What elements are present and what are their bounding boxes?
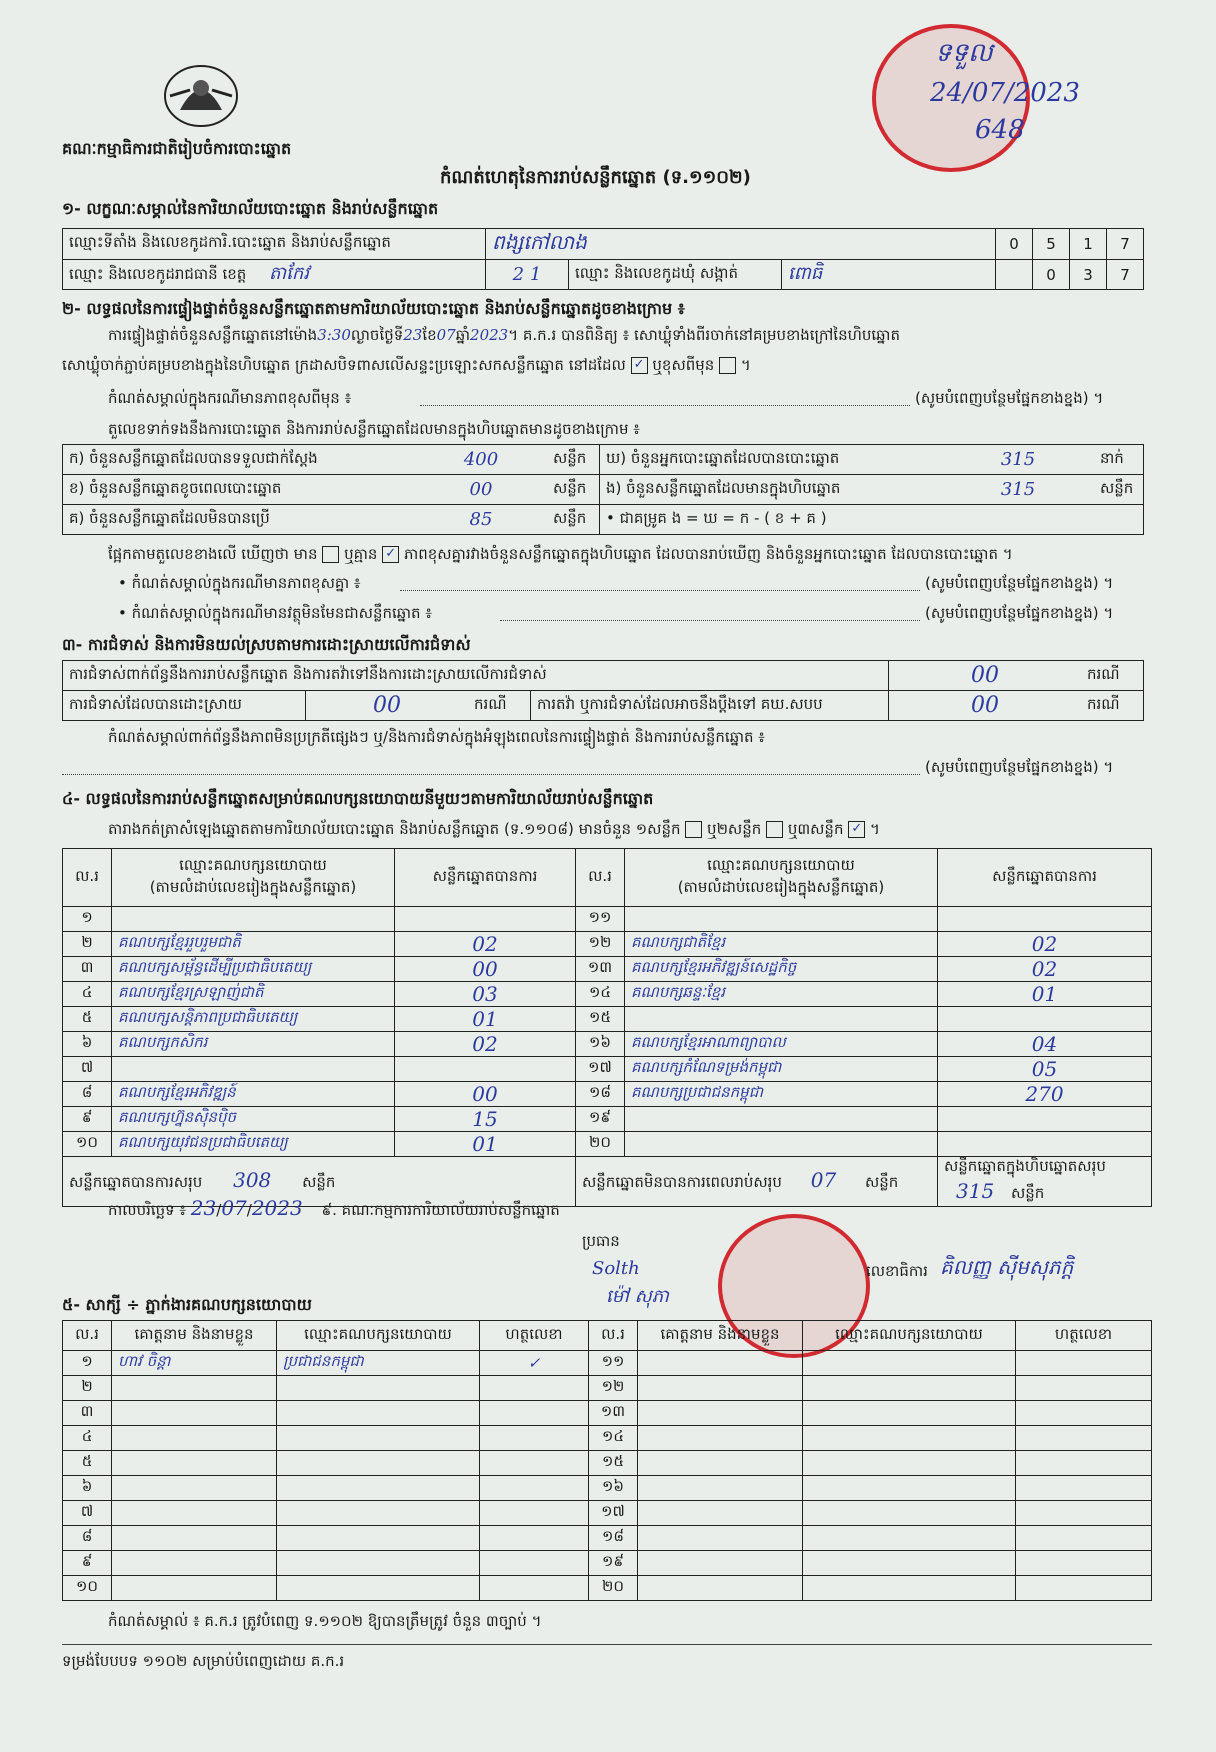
row-number: ១២ (589, 1376, 638, 1401)
appeal-value: 00 (889, 691, 1082, 721)
stamp-number: 648 (975, 115, 1025, 145)
party-votes (395, 1057, 576, 1082)
row-number: ២០ (576, 1132, 625, 1157)
party-name: គណបក្សសម្ព័ន្ធដើម្បីប្រជាធិបតេយ្យ (112, 957, 395, 982)
changed-checkbox[interactable] (719, 357, 736, 374)
party-name (625, 1132, 938, 1157)
stamp-date: 24/07/2023 (930, 78, 1080, 108)
row-number: ២ (63, 932, 112, 957)
witness-signature (1016, 1476, 1152, 1501)
witness-party (277, 1501, 480, 1526)
closing-note: កំណត់សម្គាល់ ៖ គ.ក.រ ត្រូវបំពេញ ទ.១១០២ ឱ្យបានត្រឹមត្រូវ ចំនួន ៣ច្បាប់ ។ (108, 1612, 542, 1630)
total-box-label: សន្លឹកឆ្នោតក្នុងហិបឆ្នោតសរុប (944, 1157, 1106, 1175)
secretary-name: គិលញ្ញ ស៊ីមសុភក្តិ (940, 1255, 1074, 1279)
sign-year: 2023 (251, 1196, 303, 1220)
witness-signature (1016, 1426, 1152, 1451)
party-name: គណបក្សកសិករ (112, 1032, 395, 1057)
province-value: តាកែវ (269, 263, 310, 284)
table-row (63, 1401, 1152, 1426)
row-number: ១១ (589, 1351, 638, 1376)
row-number: ១០ (63, 1576, 112, 1601)
witness-name (638, 1351, 803, 1376)
witness-name (638, 1476, 803, 1501)
col-party: ឈ្មោះគណបក្សនយោបាយ (277, 1321, 480, 1351)
unit-label: សន្លឹក (1094, 475, 1144, 505)
col-party: ឈ្មោះគណបក្សនយោបាយ (179, 855, 327, 874)
witness-signature (480, 1426, 589, 1451)
party-votes: 01 (395, 1132, 576, 1157)
row-number: ២០ (589, 1576, 638, 1601)
party-name: គណបក្សហ្វ៊ុនស៊ិនប៉ិច (112, 1107, 395, 1132)
section2-heading: ២- លទ្ធផលនៃការផ្ទៀងផ្ទាត់ចំនួនសន្លឹកឆ្នោតតាមការិយាល័យបោះឆ្នោត និងរាប់សន្លឹកឆ្នោតដូចខាងក្រោម ៖ (62, 299, 685, 318)
formula-text: • ជាគម្រូគ ង = ឃ = ក - ( ខ + គ ) (600, 505, 1144, 535)
row-number: ១៤ (589, 1426, 638, 1451)
table-row (63, 1082, 1152, 1107)
discrepancy-no-checkbox[interactable]: ✓ (382, 546, 399, 563)
table-row (63, 932, 1152, 957)
verify-day: 23 (403, 326, 423, 344)
sign-day: 23 (190, 1196, 217, 1220)
party-name: គណបក្សខ្មែរស្រឡាញ់ជាតិ (112, 982, 395, 1007)
table-row (63, 1107, 1152, 1132)
row-number: ៨ (63, 1082, 112, 1107)
party-votes (395, 907, 576, 932)
party-name (625, 907, 938, 932)
difference-note-label: កំណត់សម្គាល់ក្នុងករណីមានភាពខុសពីមុន ៖ (108, 389, 352, 407)
one-sheet-checkbox[interactable] (685, 821, 702, 838)
witness-name (112, 1576, 277, 1601)
unit-label: នាក់ (1094, 445, 1144, 475)
table-row (63, 957, 1152, 982)
row-number: ៨ (63, 1526, 112, 1551)
witness-signature (1016, 1501, 1152, 1526)
code-digit: 0 (996, 229, 1033, 260)
col-no: ល.រ (63, 849, 112, 907)
party-votes: 02 (938, 932, 1152, 957)
witness-signature (480, 1526, 589, 1551)
party-votes (938, 1132, 1152, 1157)
commune-value: ពោធិ (782, 260, 996, 290)
row-number: ១៩ (589, 1551, 638, 1576)
witness-party (277, 1376, 480, 1401)
committee-emblem-icon (160, 60, 242, 132)
row-number: ១០ (63, 1132, 112, 1157)
unit-label: ករណី (468, 691, 531, 721)
witness-name (112, 1376, 277, 1401)
section4-heading: ៤- លទ្ធផលនៃការរាប់សន្លឹកឆ្នោតសម្រាប់គណបក្សនយោបាយនីមួយៗតាមការិយាល័យរាប់សន្លឹកឆ្នោត (62, 789, 654, 808)
table-row (63, 1426, 1152, 1451)
witness-name (112, 1501, 277, 1526)
row-number: ១ (63, 907, 112, 932)
verify-year: 2023 (470, 326, 509, 344)
three-sheet-checkbox[interactable]: ✓ (848, 821, 865, 838)
non-ballot-note: • កំណត់សម្គាល់ក្នុងករណីមានវត្ថុមិនមែនជាសន្លឹកឆ្នោត ៖ (118, 604, 432, 622)
table-row (63, 1007, 1152, 1032)
col-party: ឈ្មោះគណបក្សនយោបាយ (707, 855, 855, 874)
total-valid-value: 308 (233, 1168, 272, 1192)
col-sign: ហត្ថលេខា (480, 1321, 589, 1351)
signing-date-line: កាលបរិច្ឆេទ ៖ 23/07/2023 ៩. គណៈកម្មការការិយាល័យរាប់សន្លឹកឆ្នោត (108, 1196, 560, 1220)
witness-party (803, 1551, 1016, 1576)
party-name: គណបក្សសន្តិភាពប្រជាធិបតេយ្យ (112, 1007, 395, 1032)
witness-party (277, 1476, 480, 1501)
witness-signature (480, 1501, 589, 1526)
unit-label: ករណី (1081, 661, 1144, 691)
spoiled-value: 00 (415, 475, 547, 505)
witness-signature (480, 1576, 589, 1601)
witness-party (277, 1451, 480, 1476)
witness-name (112, 1426, 277, 1451)
row-number: ៥ (63, 1451, 112, 1476)
witness-party (803, 1526, 1016, 1551)
party-votes: 15 (395, 1107, 576, 1132)
witness-party (277, 1576, 480, 1601)
row-number: ៦ (63, 1476, 112, 1501)
tally-sheet-paragraph: តារាងកត់ត្រាសំឡេងឆ្នោតតាមការិយាល័យបោះឆ្នោត និងរាប់សន្លឹកឆ្នោត (ទ.១១០៨) មានចំនួន ១សន្លឹក ឬ២សន្លឹក ឬ៣សន្លឹក ✓ ។ (108, 820, 880, 838)
form-footer: ទម្រង់បែបបទ ១១០២ សម្រាប់បំពេញដោយ គ.ក.រ (62, 1652, 345, 1670)
in-box-value: 315 (942, 475, 1094, 505)
table-row (63, 982, 1152, 1007)
verify-time: 3:30 (317, 326, 351, 344)
party-name (625, 1007, 938, 1032)
section3-heading: ៣- ការជំទាស់ និងការមិនយល់ស្របតាមការដោះស្រាយលើការជំទាស់ (62, 635, 471, 654)
table-row (63, 1501, 1152, 1526)
verify-month: 07 (436, 326, 456, 344)
witness-name (638, 1501, 803, 1526)
location-value: ពង្សកៅលាង (486, 229, 996, 260)
witness-name (638, 1551, 803, 1576)
witness-name (112, 1551, 277, 1576)
section5-heading: ៥- សាក្សី ÷ ភ្នាក់ងារគណបក្សនយោបាយ (62, 1295, 312, 1314)
table-row (63, 907, 1152, 932)
party-votes: 00 (395, 957, 576, 982)
voted-label: ឃ) ចំនួនអ្នកបោះឆ្នោតដែលបានបោះឆ្នោត (600, 445, 943, 475)
party-votes (938, 1007, 1152, 1032)
witness-name (638, 1376, 803, 1401)
col-party-sub: (តាមលំដាប់លេខរៀងក្នុងសន្លឹកឆ្នោត) (149, 877, 357, 896)
two-sheet-checkbox[interactable] (766, 821, 783, 838)
stamp-handwriting: ទទួល (935, 38, 993, 68)
row-number: ៥ (63, 1007, 112, 1032)
ballot-figures-table (62, 444, 1144, 535)
party-votes: 05 (938, 1057, 1152, 1082)
party-votes: 01 (395, 1007, 576, 1032)
party-name: គណបក្សខ្មែរអភិវឌ្ឍន៍សេដ្ឋកិច្ច (625, 957, 938, 982)
unchanged-checkbox[interactable]: ✓ (631, 357, 648, 374)
row-number: ១៦ (589, 1476, 638, 1501)
location-label: ឈ្មោះទីតាំង និងលេខកូដការិ.បោះឆ្នោត និងរាប់សន្លឹកឆ្នោត (63, 229, 486, 260)
figures-intro: តួលេខទាក់ទងនឹងការបោះឆ្នោត និងការរាប់សន្លឹកឆ្នោតដែលមានក្នុងហិបឆ្នោតមានដូចខាងក្រោម ៖ (108, 420, 640, 438)
col-name: គោត្តនាម និងនាមខ្លួន (112, 1321, 277, 1351)
row-number: ១៣ (576, 957, 625, 982)
voted-value: 315 (942, 445, 1094, 475)
witness-party (803, 1451, 1016, 1476)
col-no: ល.រ (589, 1321, 638, 1351)
unit-label: សន្លឹក (547, 445, 600, 475)
witness-name (638, 1426, 803, 1451)
witness-name (112, 1451, 277, 1476)
row-number: ១៣ (589, 1401, 638, 1426)
row-number: ១៧ (576, 1057, 625, 1082)
row-number: ៣ (63, 1401, 112, 1426)
received-value: 400 (415, 445, 547, 475)
chair-name: ម៉ៅ សុភា (606, 1286, 669, 1307)
witness-signature (1016, 1526, 1152, 1551)
party-votes: 02 (938, 957, 1152, 982)
province-label: ឈ្មោះ និងលេខកូដរាជធានី ខេត្ត (69, 265, 247, 283)
in-box-label: ង) ចំនួនសន្លឹកឆ្នោតដែលមានក្នុងហិបឆ្នោត (600, 475, 943, 505)
unit-label: សន្លឹក (1010, 1184, 1045, 1202)
resolved-label: ការជំទាស់ដែលបានដោះស្រាយ (63, 691, 306, 721)
witness-signature (1016, 1451, 1152, 1476)
table-row (63, 1132, 1152, 1157)
party-votes: 04 (938, 1032, 1152, 1057)
witness-name (112, 1401, 277, 1426)
appeal-label: ការតវ៉ា ឬការជំទាស់ដែលអាចនឹងប្តឹងទៅ គឃ.សបប (531, 691, 889, 721)
sign-month: 07 (221, 1196, 247, 1220)
table-row (63, 1032, 1152, 1057)
row-number: ៩ (63, 1107, 112, 1132)
unit-label: ករណី (1081, 691, 1144, 721)
party-votes (938, 907, 1152, 932)
committee-name: គណៈកម្មាធិការជាតិរៀបចំការបោះឆ្នោត (62, 139, 292, 158)
party-name: គណបក្សយុវជនប្រជាធិបតេយ្យ (112, 1132, 395, 1157)
total-valid-label: សន្លឹកឆ្នោតបានការសរុប (69, 1173, 203, 1191)
witness-signature (480, 1451, 589, 1476)
row-number: ៧ (63, 1057, 112, 1082)
committee-sign-label: ៩. គណៈកម្មការការិយាល័យរាប់សន្លឹកឆ្នោត (321, 1201, 560, 1219)
row-number: ៤ (63, 982, 112, 1007)
col-sign: ហត្ថលេខា (1016, 1321, 1152, 1351)
table-row (63, 1351, 1152, 1376)
table-row (63, 1451, 1152, 1476)
code-digit: 3 (1070, 260, 1107, 290)
witness-party: ប្រជាជនកម្ពុជា (277, 1351, 480, 1376)
row-number: ១៧ (589, 1501, 638, 1526)
witness-name (112, 1526, 277, 1551)
col-party-sub: (តាមលំដាប់លេខរៀងក្នុងសន្លឹកឆ្នោត) (677, 877, 885, 896)
witness-signature (480, 1476, 589, 1501)
witness-party (803, 1351, 1016, 1376)
col-no: ល.រ (63, 1321, 112, 1351)
discrepancy-yes-checkbox[interactable] (322, 546, 339, 563)
row-number: ៧ (63, 1501, 112, 1526)
party-name: គណបក្សជាតិខ្មែរ (625, 932, 938, 957)
witness-signature (1016, 1401, 1152, 1426)
province-code: 2 1 (486, 260, 569, 290)
note-suffix: (សូមបំពេញបន្ថែមផ្នែកខាងខ្នង) ។ (925, 604, 1114, 622)
witness-name (638, 1576, 803, 1601)
chair-signature: Solth (592, 1258, 640, 1279)
col-party: ឈ្មោះគណបក្សនយោបាយ (803, 1321, 1016, 1351)
party-votes: 02 (395, 1032, 576, 1057)
party-name: គណបក្សខ្មែរអាណាព្យាបាល (625, 1032, 938, 1057)
form-title: កំណត់ហេតុនៃការរាប់សន្លឹកឆ្នោត (ទ.១១០២) (440, 167, 751, 188)
witness-party (803, 1476, 1016, 1501)
party-votes: 01 (938, 982, 1152, 1007)
row-number: ១៥ (576, 1007, 625, 1032)
col-votes: សន្លឹកឆ្នោតបានការ (938, 849, 1152, 907)
unused-label: គ) ចំនួនសន្លឹកឆ្នោតដែលមិនបានប្រើ (63, 505, 416, 535)
witness-party (277, 1401, 480, 1426)
discrepancy-paragraph: ផ្អែកតាមតួលេខខាងលើ ឃើញថា មាន ឬគ្មាន ✓ ភាពខុសគ្នារវាងចំនួនសន្លឹកឆ្នោតក្នុងហិបឆ្នោត ដែលបានរាប់ឃើញ និងចំនួនអ្នកបោះឆ្នោត ដែលបានបោះឆ្នោត ។ (108, 545, 1013, 563)
code-digit: 1 (1070, 229, 1107, 260)
resolved-value: 00 (306, 691, 469, 721)
witness-party (277, 1426, 480, 1451)
witness-signature (1016, 1376, 1152, 1401)
irregularities-note: កំណត់សម្គាល់ពាក់ព័ន្ធនឹងភាពមិនប្រក្រតីផ្សេងៗ ឬ/និងការជំទាស់ក្នុងអំឡុងពេលនៃការផ្ទៀងផ្ទាត់ និងការរាប់សន្លឹកឆ្នោត ៖ (108, 728, 765, 746)
row-number: ១២ (576, 932, 625, 957)
row-number: ១១ (576, 907, 625, 932)
witness-party (803, 1401, 1016, 1426)
party-name: គណបក្សខ្មែររួបរួមជាតិ (112, 932, 395, 957)
unit-label: សន្លឹក (864, 1173, 899, 1191)
secretary-label: លេខាធិការ (866, 1262, 928, 1280)
witness-party (803, 1576, 1016, 1601)
received-label: ក) ចំនួនសន្លឹកឆ្នោតដែលបានទទួលជាក់ស្តែង (63, 445, 416, 475)
difference-note-suffix: (សូមបំពេញបន្ថែមផ្នែកខាងខ្នង) ។ (915, 389, 1104, 407)
verification-paragraph: ការផ្ទៀងផ្ទាត់ចំនួនសន្លឹកឆ្នោតនៅម៉ោង3:30ល្ងាចថ្ងៃទី23ខែ07ឆ្នាំ2023។ គ.ក.រ បានពិនិត្យ ៖ សោឃ្លុំទាំងពីរចាក់នៅគម្របខាងក្រៅនៃហិបឆ្នោត (108, 326, 900, 344)
total-invalid-label: សន្លឹកឆ្នោតមិនបានការពេលរាប់សរុប (582, 1173, 782, 1191)
section1-heading: ១- លក្ខណៈសម្គាល់នៃការិយាល័យបោះឆ្នោត និងរាប់សន្លឹកឆ្នោត (62, 199, 439, 218)
row-number: ១៤ (576, 982, 625, 1007)
witness-signature: ✓ (480, 1351, 589, 1376)
table-row (63, 1526, 1152, 1551)
witness-party (803, 1501, 1016, 1526)
table-row (63, 1576, 1152, 1601)
witness-signature (480, 1551, 589, 1576)
unused-value: 85 (415, 505, 547, 535)
row-number: ២ (63, 1376, 112, 1401)
row-number: ៦ (63, 1032, 112, 1057)
witness-signature (1016, 1576, 1152, 1601)
chair-label: ប្រធាន (582, 1232, 620, 1250)
row-number: ១ (63, 1351, 112, 1376)
witness-party (803, 1426, 1016, 1451)
party-name: គណបក្សកំណែទម្រង់កម្ពុជា (625, 1057, 938, 1082)
party-results-table (62, 848, 1152, 1207)
code-digit: 7 (1107, 229, 1144, 260)
row-number: ១៦ (576, 1032, 625, 1057)
row-number: ១៥ (589, 1451, 638, 1476)
witness-party (277, 1526, 480, 1551)
row-number: ១៨ (589, 1526, 638, 1551)
party-name: គណបក្សខ្មែរអភិវឌ្ឍន៍ (112, 1082, 395, 1107)
col-votes: សន្លឹកឆ្នោតបានការ (395, 849, 576, 907)
unit-label: សន្លឹក (547, 505, 600, 535)
total-invalid-value: 07 (810, 1168, 837, 1192)
code-digit: 5 (1033, 229, 1070, 260)
witness-table (62, 1320, 1152, 1601)
seal-paragraph: សោឃ្លុំចាក់ភ្ជាប់គម្របខាងក្នុងនៃហិបឆ្នោត ក្រដាសបិទពាសលើសន្ទះប្រឡោះសកសន្លឹកឆ្នោត នៅដដែល ✓ ឬខុសពីមុន ។ (62, 356, 751, 374)
col-name: គោត្តនាម និងនាមខ្លួន (638, 1321, 803, 1351)
witness-name (638, 1451, 803, 1476)
table-row (63, 1476, 1152, 1501)
objections-table (62, 660, 1144, 721)
party-name (112, 907, 395, 932)
party-votes: 03 (395, 982, 576, 1007)
row-number: ៣ (63, 957, 112, 982)
note-suffix: (សូមបំពេញបន្ថែមផ្នែកខាងខ្នង) ។ (925, 574, 1114, 592)
row-number: ១៨ (576, 1082, 625, 1107)
total-box-value: 315 (956, 1179, 995, 1203)
party-name (625, 1107, 938, 1132)
witness-signature (480, 1401, 589, 1426)
witness-party (803, 1376, 1016, 1401)
table-row (63, 1551, 1152, 1576)
party-name (112, 1057, 395, 1082)
party-votes: 270 (938, 1082, 1152, 1107)
party-name: គណបក្សប្រជាជនកម្ពុជា (625, 1082, 938, 1107)
witness-name (638, 1401, 803, 1426)
witness-name (112, 1476, 277, 1501)
spoiled-label: ខ) ចំនួនសន្លឹកឆ្នោតខូចពេលបោះឆ្នោត (63, 475, 416, 505)
table-row (63, 1057, 1152, 1082)
witness-signature (1016, 1551, 1152, 1576)
code-digit: 0 (1033, 260, 1070, 290)
col-no: ល.រ (576, 849, 625, 907)
note-suffix: (សូមបំពេញបន្ថែមផ្នែកខាងខ្នង) ។ (925, 758, 1114, 776)
witness-signature (1016, 1351, 1152, 1376)
party-name: គណបក្សឆន្ទៈខ្មែរ (625, 982, 938, 1007)
unit-label: សន្លឹក (302, 1173, 336, 1191)
objection-value: 00 (889, 661, 1082, 691)
discrepancy-note: • កំណត់សម្គាល់ក្នុងករណីមានភាពខុសគ្នា ៖ (118, 574, 361, 592)
row-number: ១៩ (576, 1107, 625, 1132)
witness-name (638, 1526, 803, 1551)
code-digit: 7 (1107, 260, 1144, 290)
commune-label: ឈ្មោះ និងលេខកូដឃុំ សង្កាត់ (569, 260, 782, 290)
unit-label: សន្លឹក (547, 475, 600, 505)
party-votes: 02 (395, 932, 576, 957)
party-votes: 00 (395, 1082, 576, 1107)
witness-party (277, 1551, 480, 1576)
table-row (63, 1376, 1152, 1401)
party-votes (938, 1107, 1152, 1132)
objection-label: ការជំទាស់ពាក់ព័ន្ធនឹងការរាប់សន្លឹកឆ្នោត និងការតវ៉ាទៅនឹងការដោះស្រាយលើការជំទាស់ (63, 661, 889, 691)
row-number: ៩ (63, 1551, 112, 1576)
section1-table (62, 228, 1144, 290)
witness-name: ហាវ ចិន្ដា (112, 1351, 277, 1376)
row-number: ៤ (63, 1426, 112, 1451)
witness-signature (480, 1376, 589, 1401)
